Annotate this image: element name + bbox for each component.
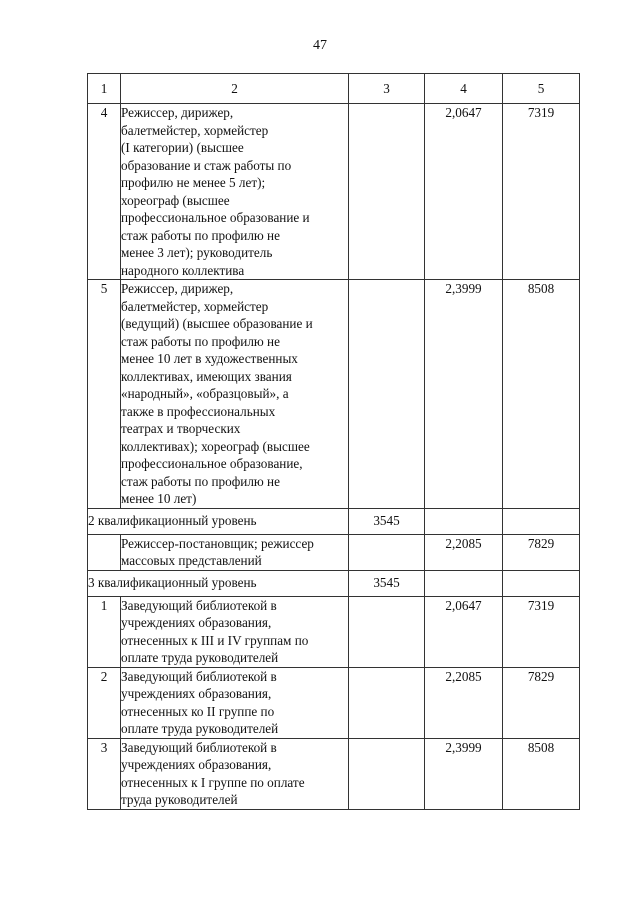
empty-cell [349, 104, 425, 280]
row-number: 5 [88, 280, 121, 509]
position-description [121, 596, 349, 667]
description-line: учреждениях образования, [121, 615, 272, 630]
header-cell: 2 [121, 74, 349, 104]
description-line: (I категории) (высшее [121, 140, 244, 155]
table-row [88, 104, 580, 280]
empty-cell [349, 280, 425, 509]
empty-cell [503, 508, 580, 534]
description-line: отнесенных ко II группе по [121, 703, 275, 719]
empty-cell [349, 738, 425, 809]
coefficient-cell: 2,0647 [425, 596, 503, 667]
description-line: учреждениях образования, [121, 757, 272, 772]
header-cell: 5 [503, 74, 580, 104]
description-line: массовых представлений [121, 553, 262, 568]
table-row [88, 280, 580, 509]
description-line: профилю не менее 5 лет); [121, 175, 266, 190]
position-description [121, 534, 349, 570]
description-line: отнесенных к III и IV группам по [121, 632, 309, 648]
description-line: также в профессиональных [121, 403, 276, 419]
description-line: менее 10 лет в художественных [121, 351, 298, 366]
description-line: профессиональное образование и [121, 210, 310, 225]
coefficient-cell: 2,0647 [425, 104, 503, 280]
description-line: стаж работы по профилю не [121, 333, 280, 349]
description-line: хореограф (высшее [121, 192, 230, 208]
row-number: 3 [88, 738, 121, 809]
empty-cell [349, 596, 425, 667]
description-line: народного коллектива [121, 262, 245, 278]
salary-cell: 8508 [503, 738, 580, 809]
level-label: 3 квалификационный уровень [88, 570, 349, 596]
qualification-level-row [88, 570, 580, 596]
empty-cell [349, 667, 425, 738]
description-line: Режиссер-постановщик; режиссер [121, 535, 314, 551]
description-line: балетмейстер, хормейстер [121, 122, 269, 138]
description-line: балетмейстер, хормейстер [121, 298, 269, 314]
description-line: коллективах); хореограф (высшее [121, 438, 310, 454]
description-line: стаж работы по профилю не [121, 227, 280, 243]
table-header-row [88, 74, 580, 104]
description-line: отнесенных к I группе по оплате [121, 774, 305, 790]
salary-cell: 7319 [503, 596, 580, 667]
position-description [121, 104, 349, 280]
description-line: «народный», «образцовый», а [121, 386, 289, 401]
empty-cell [425, 508, 503, 534]
table-row [88, 534, 580, 570]
description-line: оплате труда руководителей [121, 721, 279, 736]
page-number: 47 [313, 38, 327, 53]
position-description [121, 738, 349, 809]
description-line: образование и стаж работы по [121, 157, 292, 173]
position-description [121, 280, 349, 509]
description-line: Режиссер, дирижер, [121, 281, 234, 296]
description-line: труда руководителей [121, 792, 238, 807]
header-cell: 3 [349, 74, 425, 104]
empty-cell [425, 570, 503, 596]
base-salary-cell: 3545 [349, 570, 425, 596]
row-number: 1 [88, 596, 121, 667]
coefficient-cell: 2,3999 [425, 738, 503, 809]
description-line: менее 10 лет) [121, 491, 197, 506]
table-row [88, 596, 580, 667]
salary-cell: 7829 [503, 667, 580, 738]
position-description [121, 667, 349, 738]
description-line: профессиональное образование, [121, 456, 303, 471]
salary-cell: 8508 [503, 280, 580, 509]
qualification-level-row [88, 508, 580, 534]
description-line: учреждениях образования, [121, 686, 272, 701]
header-cell: 4 [425, 74, 503, 104]
coefficient-cell: 2,2085 [425, 534, 503, 570]
row-number [88, 534, 121, 570]
description-line: Заведующий библиотекой в [121, 597, 277, 613]
description-line: Режиссер, дирижер, [121, 105, 234, 120]
description-line: менее 3 лет); руководитель [121, 245, 273, 260]
description-line: Заведующий библиотекой в [121, 739, 277, 755]
coefficient-cell: 2,3999 [425, 280, 503, 509]
description-line: (ведущий) (высшее образование и [121, 316, 313, 331]
table-row [88, 738, 580, 809]
description-line: оплате труда руководителей [121, 650, 279, 665]
description-line: Заведующий библиотекой в [121, 668, 277, 684]
description-line: стаж работы по профилю не [121, 473, 280, 489]
row-number: 4 [88, 104, 121, 280]
description-line: театрах и творческих [121, 421, 241, 436]
row-number: 2 [88, 667, 121, 738]
salary-table [87, 73, 580, 810]
salary-cell: 7829 [503, 534, 580, 570]
coefficient-cell: 2,2085 [425, 667, 503, 738]
empty-cell [349, 534, 425, 570]
base-salary-cell: 3545 [349, 508, 425, 534]
header-cell: 1 [88, 74, 121, 104]
description-line: коллективах, имеющих звания [121, 368, 292, 384]
level-label: 2 квалификационный уровень [88, 508, 349, 534]
empty-cell [503, 570, 580, 596]
table-row [88, 667, 580, 738]
salary-cell: 7319 [503, 104, 580, 280]
